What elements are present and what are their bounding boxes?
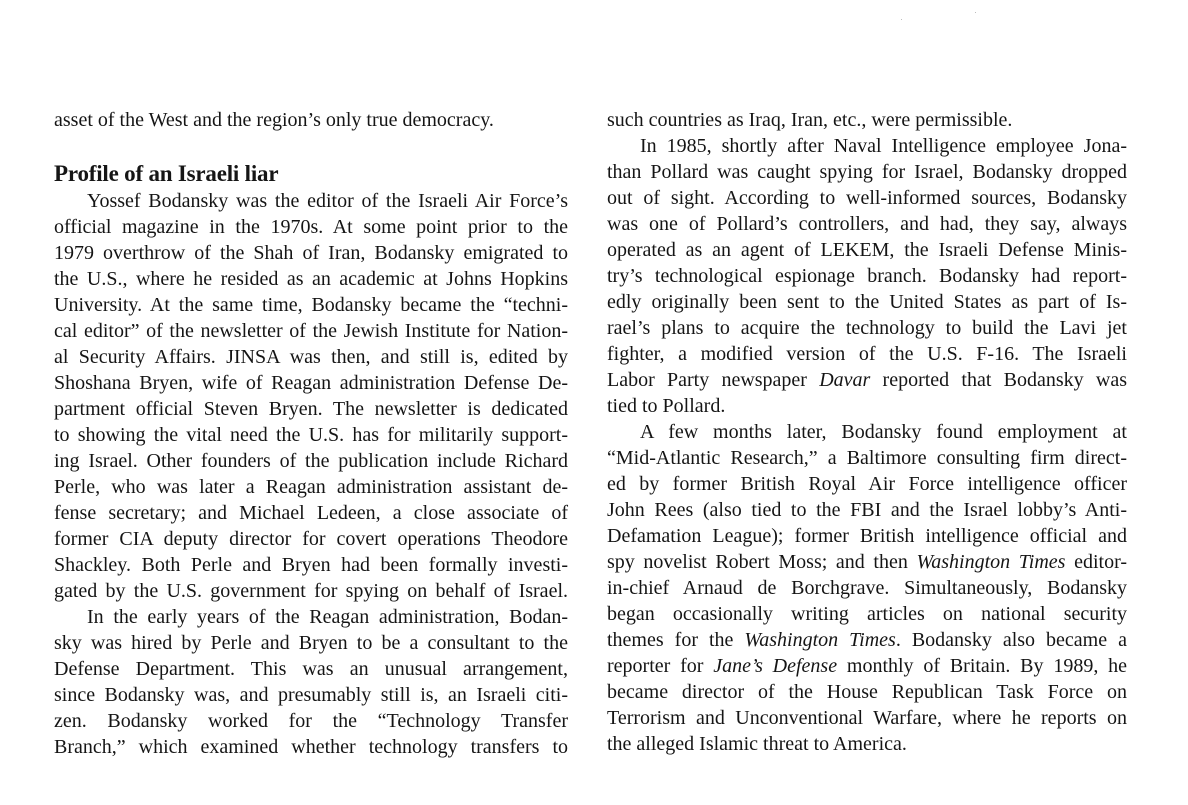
body-line: than Pollard was caught spying for Israel, Bodansky dropped [607,161,1127,183]
body-line: Shoshana Bryen, wife of Reagan administration Defense De- [54,372,568,394]
scan-speck [901,19,902,20]
body-line: operated as an agent of LEKEM, the Israeli Defense Minis- [607,239,1127,261]
body-line: 1979 overthrow of the Shah of Iran, Bodansky emigrated to [54,242,568,264]
text-run: editor- [1065,551,1127,573]
body-line: began occasionally writing articles on national security [607,603,1127,625]
text-run: monthly of Britain. By 1989, he [837,655,1127,677]
newspaper-title: Washington Times [744,629,896,651]
text-run: themes for the [607,629,745,651]
body-line: Terrorism and Unconventional Warfare, where he reports on [607,707,1127,729]
body-line: edly originally been sent to the United States as part of Is- [607,291,1127,313]
body-line: tied to Pollard. [607,395,726,417]
text-run: spy novelist Robert Moss; and then [607,551,917,573]
body-line: was one of Pollard’s controllers, and had, they say, always [607,213,1127,235]
body-line: ed by former British Royal Air Force intelligence officer [607,473,1127,495]
body-line: since Bodansky was, and presumably still is, an Israeli citi- [54,684,568,706]
paragraph [607,419,1127,757]
body-line: rael’s plans to acquire the technology to build the Lavi jet [607,317,1127,339]
body-line: Defamation League); former British intelligence official and [607,525,1127,547]
body-line: Perle, who was later a Reagan administration assistant de- [54,476,568,498]
body-line: sky was hired by Perle and Bryen to be a consultant to the [54,632,568,654]
body-line: asset of the West and the region’s only true democracy. [54,109,494,131]
text-run: reported that Bodansky was [870,369,1127,391]
body-line: the alleged Islamic threat to America. [607,733,907,755]
body-line: Yossef Bodansky was the editor of the Israeli Air Force’s [87,190,568,212]
newspaper-title: Washington Times [916,551,1066,573]
scan-speck [975,12,976,13]
body-line [607,549,1127,575]
body-line: In 1985, shortly after Naval Intelligence employee Jona- [640,135,1127,157]
body-line: the U.S., where he resided as an academic at Johns Hopkins [54,268,568,290]
body-line: in-chief Arnaud de Borchgrave. Simultaneously, Bodansky [607,577,1127,599]
body-line [607,367,1127,393]
text-run: Labor Party newspaper [607,369,820,391]
newspaper-title: Davar [819,369,871,391]
body-line: ing Israel. Other founders of the publication include Richard [54,450,568,472]
publication-title: Jane’s Defense [713,655,838,677]
body-line: al Security Affairs. JINSA was then, and still is, edited by [54,346,568,368]
body-line: to showing the vital need the U.S. has for militarily support- [54,424,568,446]
body-line: John Rees (also tied to the FBI and the Israel lobby’s Anti- [607,499,1127,521]
body-line: A few months later, Bodansky found employment at [640,421,1127,443]
body-line: became director of the House Republican Task Force on [607,681,1127,703]
body-line: fighter, a modified version of the U.S. F-16. The Israeli [607,343,1127,365]
paragraph [54,188,568,604]
body-line: out of sight. According to well-informed sources, Bodansky [607,187,1127,209]
body-line: such countries as Iraq, Iran, etc., were permissible. [607,109,1013,131]
paragraph [54,604,568,760]
body-line: zen. Bodansky worked for the “Technology Transfer [54,710,568,732]
body-line [607,653,1127,679]
body-line: partment official Steven Bryen. The newsletter is dedicated [54,398,568,420]
body-line: “Mid-Atlantic Research,” a Baltimore consulting firm direct- [607,447,1127,469]
body-line: former CIA deputy director for covert operations Theodore [54,528,568,550]
left-column [54,107,568,760]
right-column [607,107,1127,757]
body-line: In the early years of the Reagan administration, Bodan- [87,606,568,628]
body-line [607,627,1127,653]
body-line: University. At the same time, Bodansky became the “techni- [54,294,568,316]
body-line: fense secretary; and Michael Ledeen, a close associate of [54,502,568,524]
body-line: Branch,” which examined whether technology transfers to [54,736,568,758]
text-run: reporter for [607,655,714,677]
paragraph [607,133,1127,419]
body-line: cal editor” of the newsletter of the Jewish Institute for Nation- [54,320,568,342]
text-run: . Bodansky also became a [895,629,1127,651]
body-line: official magazine in the 1970s. At some point prior to the [54,216,568,238]
body-line: Defense Department. This was an unusual arrangement, [54,658,568,680]
body-line: gated by the U.S. government for spying on behalf of Israel. [54,580,568,602]
section-heading: Profile of an Israeli liar [54,161,279,186]
body-line: Shackley. Both Perle and Bryen had been formally investi- [54,554,568,576]
body-line: try’s technological espionage branch. Bodansky had report- [607,265,1127,287]
